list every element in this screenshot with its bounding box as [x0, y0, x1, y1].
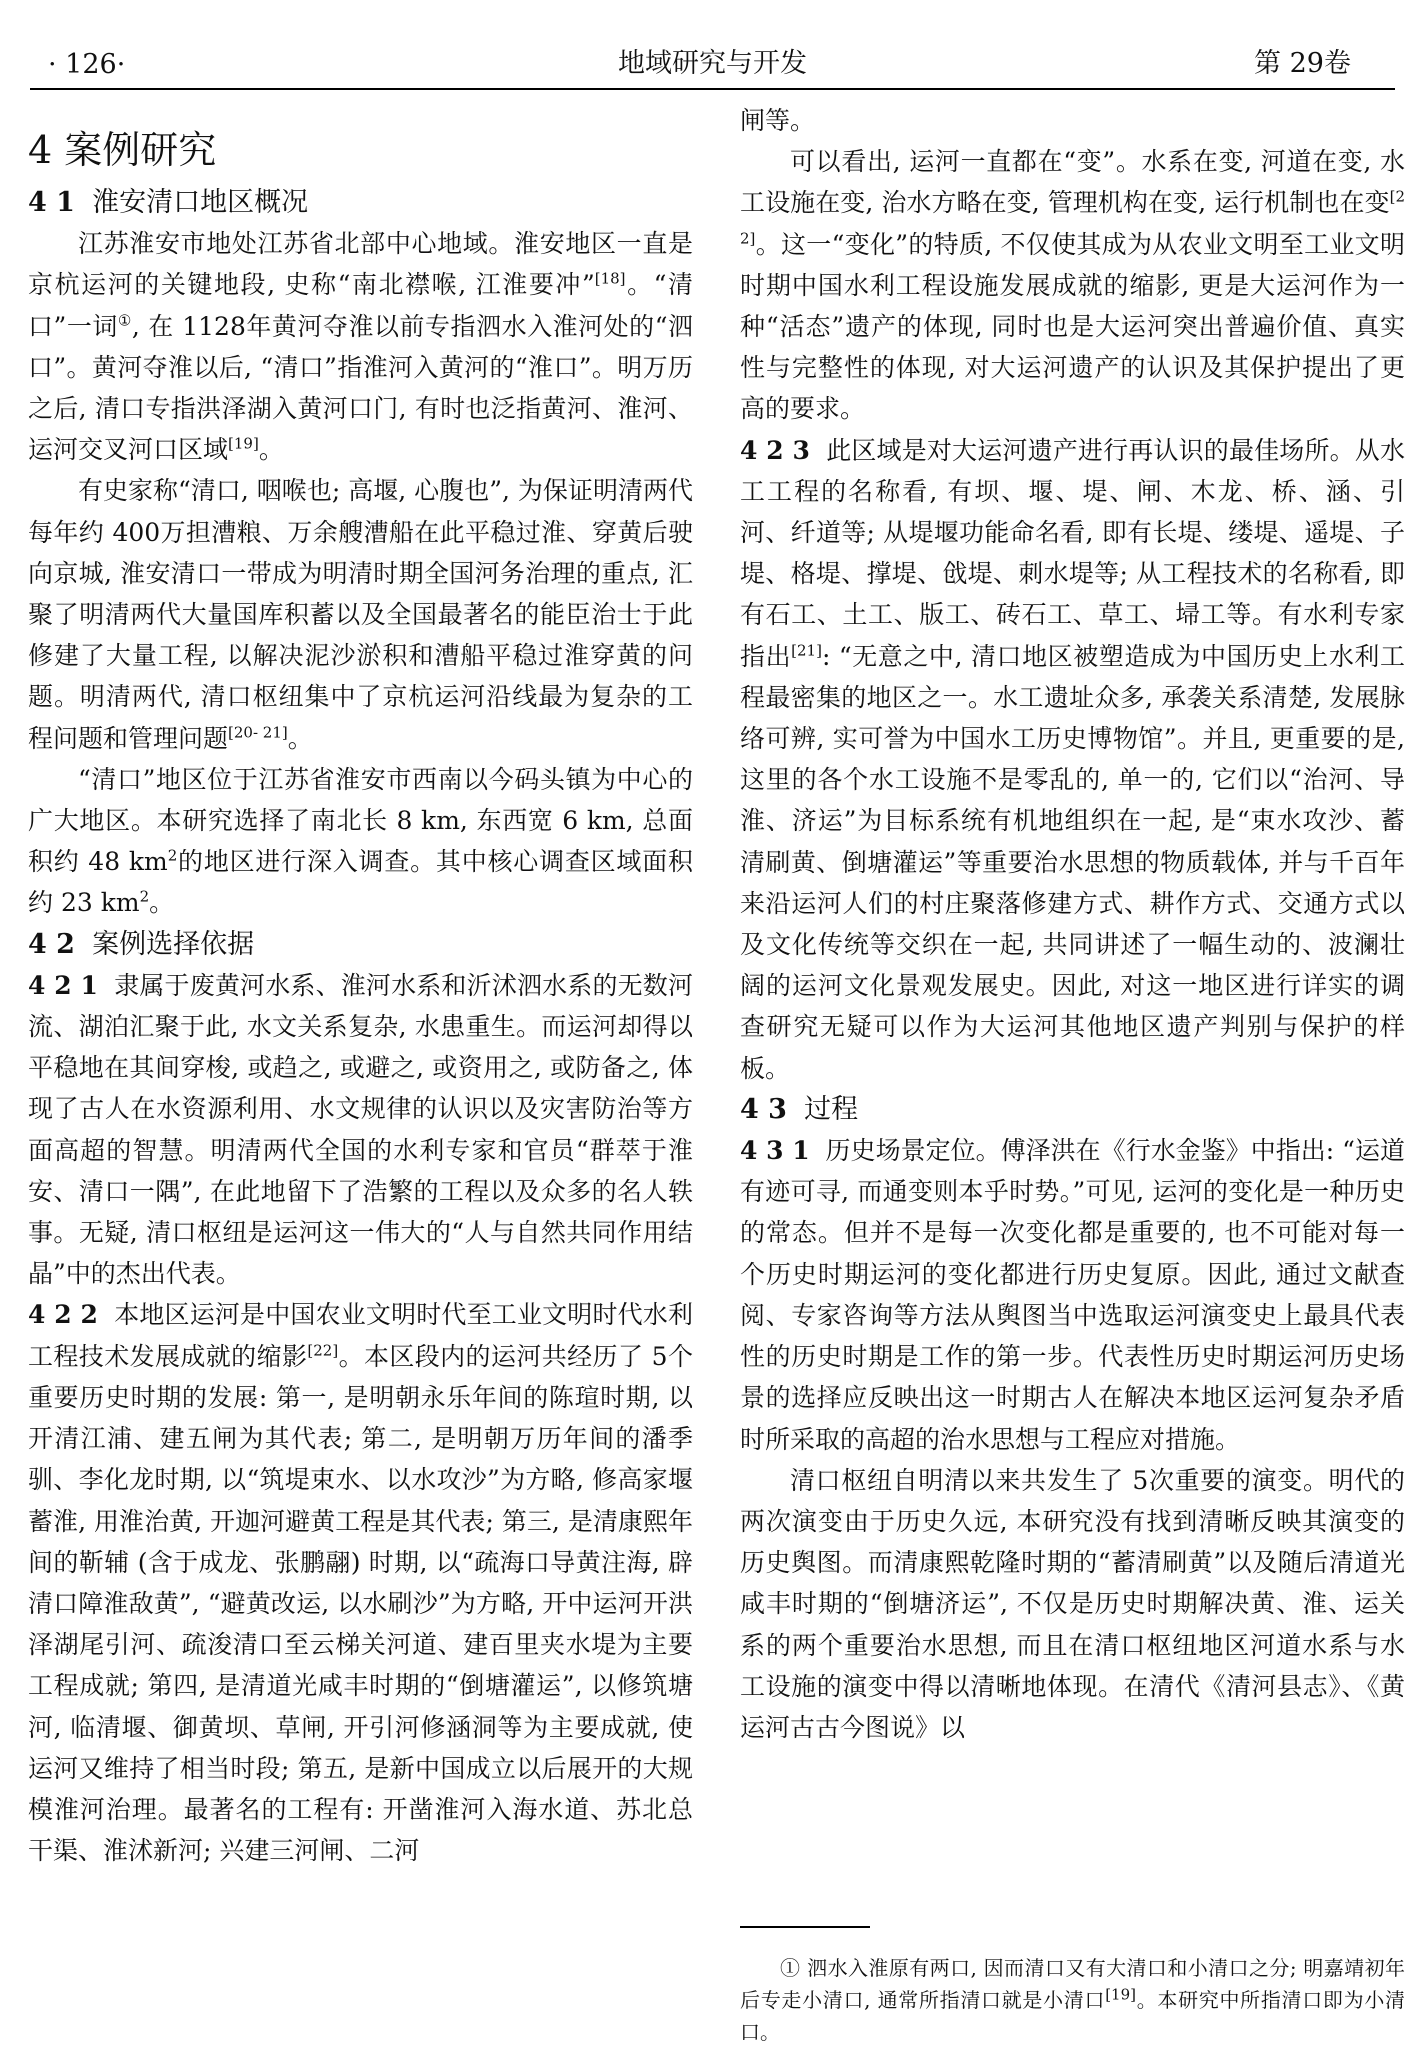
paragraph: 可以看出, 运河一直都在“变”。水系在变, 河道在变, 水工设施在变, 治水方略在变, 管理机构在变, 运行机制也在变[22]。这一“变化”的特质, 不仅使其成为从农业文明至工业文明时期中国水利工程设施发展成就的缩影, 更是大运河作为一种“活态”遗产的体现, 同时也是大运河突出普遍价值、真实性与完整性的体现, 对大运河遗产的认识及其保护提出了更高的要求。: [740, 147, 1405, 424]
footnote-rule: [740, 1926, 870, 1928]
paragraph: 清口枢纽自明清以来共发生了 5次重要的演变。明代的两次演变由于历史久远, 本研究没有找到清晰反映其演变的历史舆图。而清康熙乾隆时期的“蓄清刷黄”以及随后清道光咸丰时期的“倒塘济运”, 不仅是历史时期解决黄、淮、运关系的两个重要治水思想, 而且在清口枢纽地区河道水系与水工设施的演变中得以清晰地体现。在清代《清河县志》、《黄运河古古今图说》以: [740, 1465, 1405, 1742]
paragraph: 4 2 2 本地区运河是中国农业文明时代至工业文明时代水利工程技术发展成就的缩影[22]。本区段内的运河共经历了 5个重要历史时期的发展: 第一, 是明朝永乐年间的陈瑄时期, 以开清江浦、建五闸为其代表; 第二, 是明朝万历年间的潘季驯、李化龙时期, 以“筑堤束水、以水攻沙”为方略, 修高家堰蓄淮, 用淮治黄, 开迦河避黄工程是其代表; 第三, 是清康熙年间的靳辅 (含于成龙、张鹏翮) 时期, 以“疏海口导黄注海, 辟清口障淮敌黄”, “避黄改运, 以水刷沙”为方略, 开中运河开洪泽湖尾引河、疏浚清口至云梯关河道、建百里夹水堤为主要工程成就; 第四, 是清道光咸丰时期的“倒塘灌运”, 以修筑塘河, 临清堰、御黄坝、草闸, 开引河修涵洞等为主要成就, 使运河又维持了相当时段; 第五, 是新中国成立以后展开的大规模淮河治理。最著名的工程有: 开凿淮河入海水道、苏北总干渠、淮沭新河; 兴建三河闸、二河: [28, 1300, 693, 1866]
left-column: [28, 100, 693, 1871]
running-header: [30, 44, 1395, 90]
paragraph: 江苏淮安市地处江苏省北部中心地域。淮安地区一直是京杭运河的关键地段, 史称“南北襟喉, 江淮要冲”[18]。“清口”一词①, 在 1128年黄河夺淮以前专指泗水入淮河处的“泗口”。黄河夺淮以后, “清口”指淮河入黄河的“淮口”。明万历之后, 清口专指洪泽湖入黄河口门, 有时也泛指黄河、淮河、运河交叉河口区域[19]。: [28, 229, 694, 465]
subsection-heading-4-3: 4 3 过程: [740, 1093, 859, 1125]
subsection-heading-4-1: 4 1 淮安清口地区概况: [28, 187, 309, 218]
section-heading-4: 4 案例研究: [28, 128, 217, 172]
right-column: [740, 100, 1405, 1748]
paragraph: 4 3 1 历史场景定位。傅泽洪在《行水金鉴》中指出: “运道有迹可寻, 而通变则本乎时势。”可见, 运河的变化是一种历史的常态。但并不是每一次变化都是重要的, 也不可能对每一个历史时期运河的变化都进行历史复原。因此, 通过文献查阅、专家咨询等方法从舆图当中选取运河演变史上最具代表性的历史时期是工作的第一步。代表性历史时期运河历史场景的选择应反映出这一时期古人在解决本地区运河复杂矛盾时所采取的高超的治水思想与工程应对措施。: [740, 1136, 1405, 1454]
page-number: · 126·: [48, 49, 126, 80]
footnote: ① 泗水入淮原有两口, 因而清口又有大清口和小清口之分; 明嘉靖初年后专走小清口, 通常所指清口就是小清口[19]。本研究中所指清口即为小清口。: [740, 1956, 1406, 2044]
paragraph: 有史家称“清口, 咽喉也; 高堰, 心腹也”, 为保证明清两代每年约 400万担漕粮、万余艘漕船在此平稳过淮、穿黄后驶向京城, 淮安清口一带成为明清时期全国河务治理的重点, 汇聚了明清两代大量国库积蓄以及全国最著名的能臣治士于此修建了大量工程, 以解决泥沙淤积和漕船平稳过淮穿黄的问题。明清两代, 清口枢纽集中了京杭运河沿线最为复杂的工程问题和管理问题[20- 21]。: [28, 476, 693, 753]
subsection-heading-4-2: 4 2 案例选择依据: [28, 928, 255, 960]
paragraph: 4 2 3 此区域是对大运河遗产进行再认识的最佳场所。从水工工程的名称看, 有坝、堰、堤、闸、木龙、桥、涵、引河、纤道等; 从堤堰功能命名看, 即有长堤、缕堤、遥堤、子堤、格堤、撑堤、戗堤、刺水堤等; 从工程技术的名称看, 即有石工、土工、版工、砖石工、草工、埽工等。有水利专家指出[21]: “无意之中, 清口地区被塑造成为中国历史上水利工程最密集的地区之一。水工遗址众多, 承袭关系清楚, 发展脉络可辨, 实可誉为中国水工历史博物馆”。并且, 更重要的是, 这里的各个水工设施不是零乱的, 单一的, 它们以“治河、导淮、济运”为目标系统有机地组织在一起, 是“束水攻沙、蓄清刷黄、倒塘灌运”等重要治水思想的物质载体, 并与千百年来沿运河人们的村庄聚落修建方式、耕作方式、交通方式以及文化传统等交织在一起, 共同讲述了一幅生动的、波澜壮阔的运河文化景观发展史。因此, 对这一地区进行详实的调查研究无疑可以作为大运河其他地区遗产判别与保护的样板。: [740, 435, 1405, 1083]
volume-label: 第 29卷: [1254, 48, 1351, 79]
footnote-marker: ①: [117, 311, 132, 330]
journal-name: 地域研究与开发: [618, 48, 807, 79]
paragraph: “清口”地区位于江苏省淮安市西南以今码头镇为中心的广大地区。本研究选择了南北长 8 km, 东西宽 6 km, 总面积约 48 $km^2$的地区进行深入调查。其中核心调查区域面积约 23 $km^2$。: [28, 764, 693, 918]
paragraph-continuation: 闸等。: [740, 106, 816, 135]
paragraph: 4 2 1 隶属于废黄河水系、淮河水系和沂沭泗水系的无数河流、湖泊汇聚于此, 水文关系复杂, 水患重生。而运河却得以平稳地在其间穿梭, 或趋之, 或避之, 或资用之, 或防备之, 体现了古人在水资源利用、水文规律的认识以及灾害防治等方面高超的智慧。明清两代全国的水利专家和官员“群萃于淮安、清口一隅”, 在此地留下了浩繁的工程以及众多的名人轶事。无疑, 清口枢纽是运河这一伟大的“人与自然共同作用结晶”中的杰出代表。: [28, 970, 693, 1289]
